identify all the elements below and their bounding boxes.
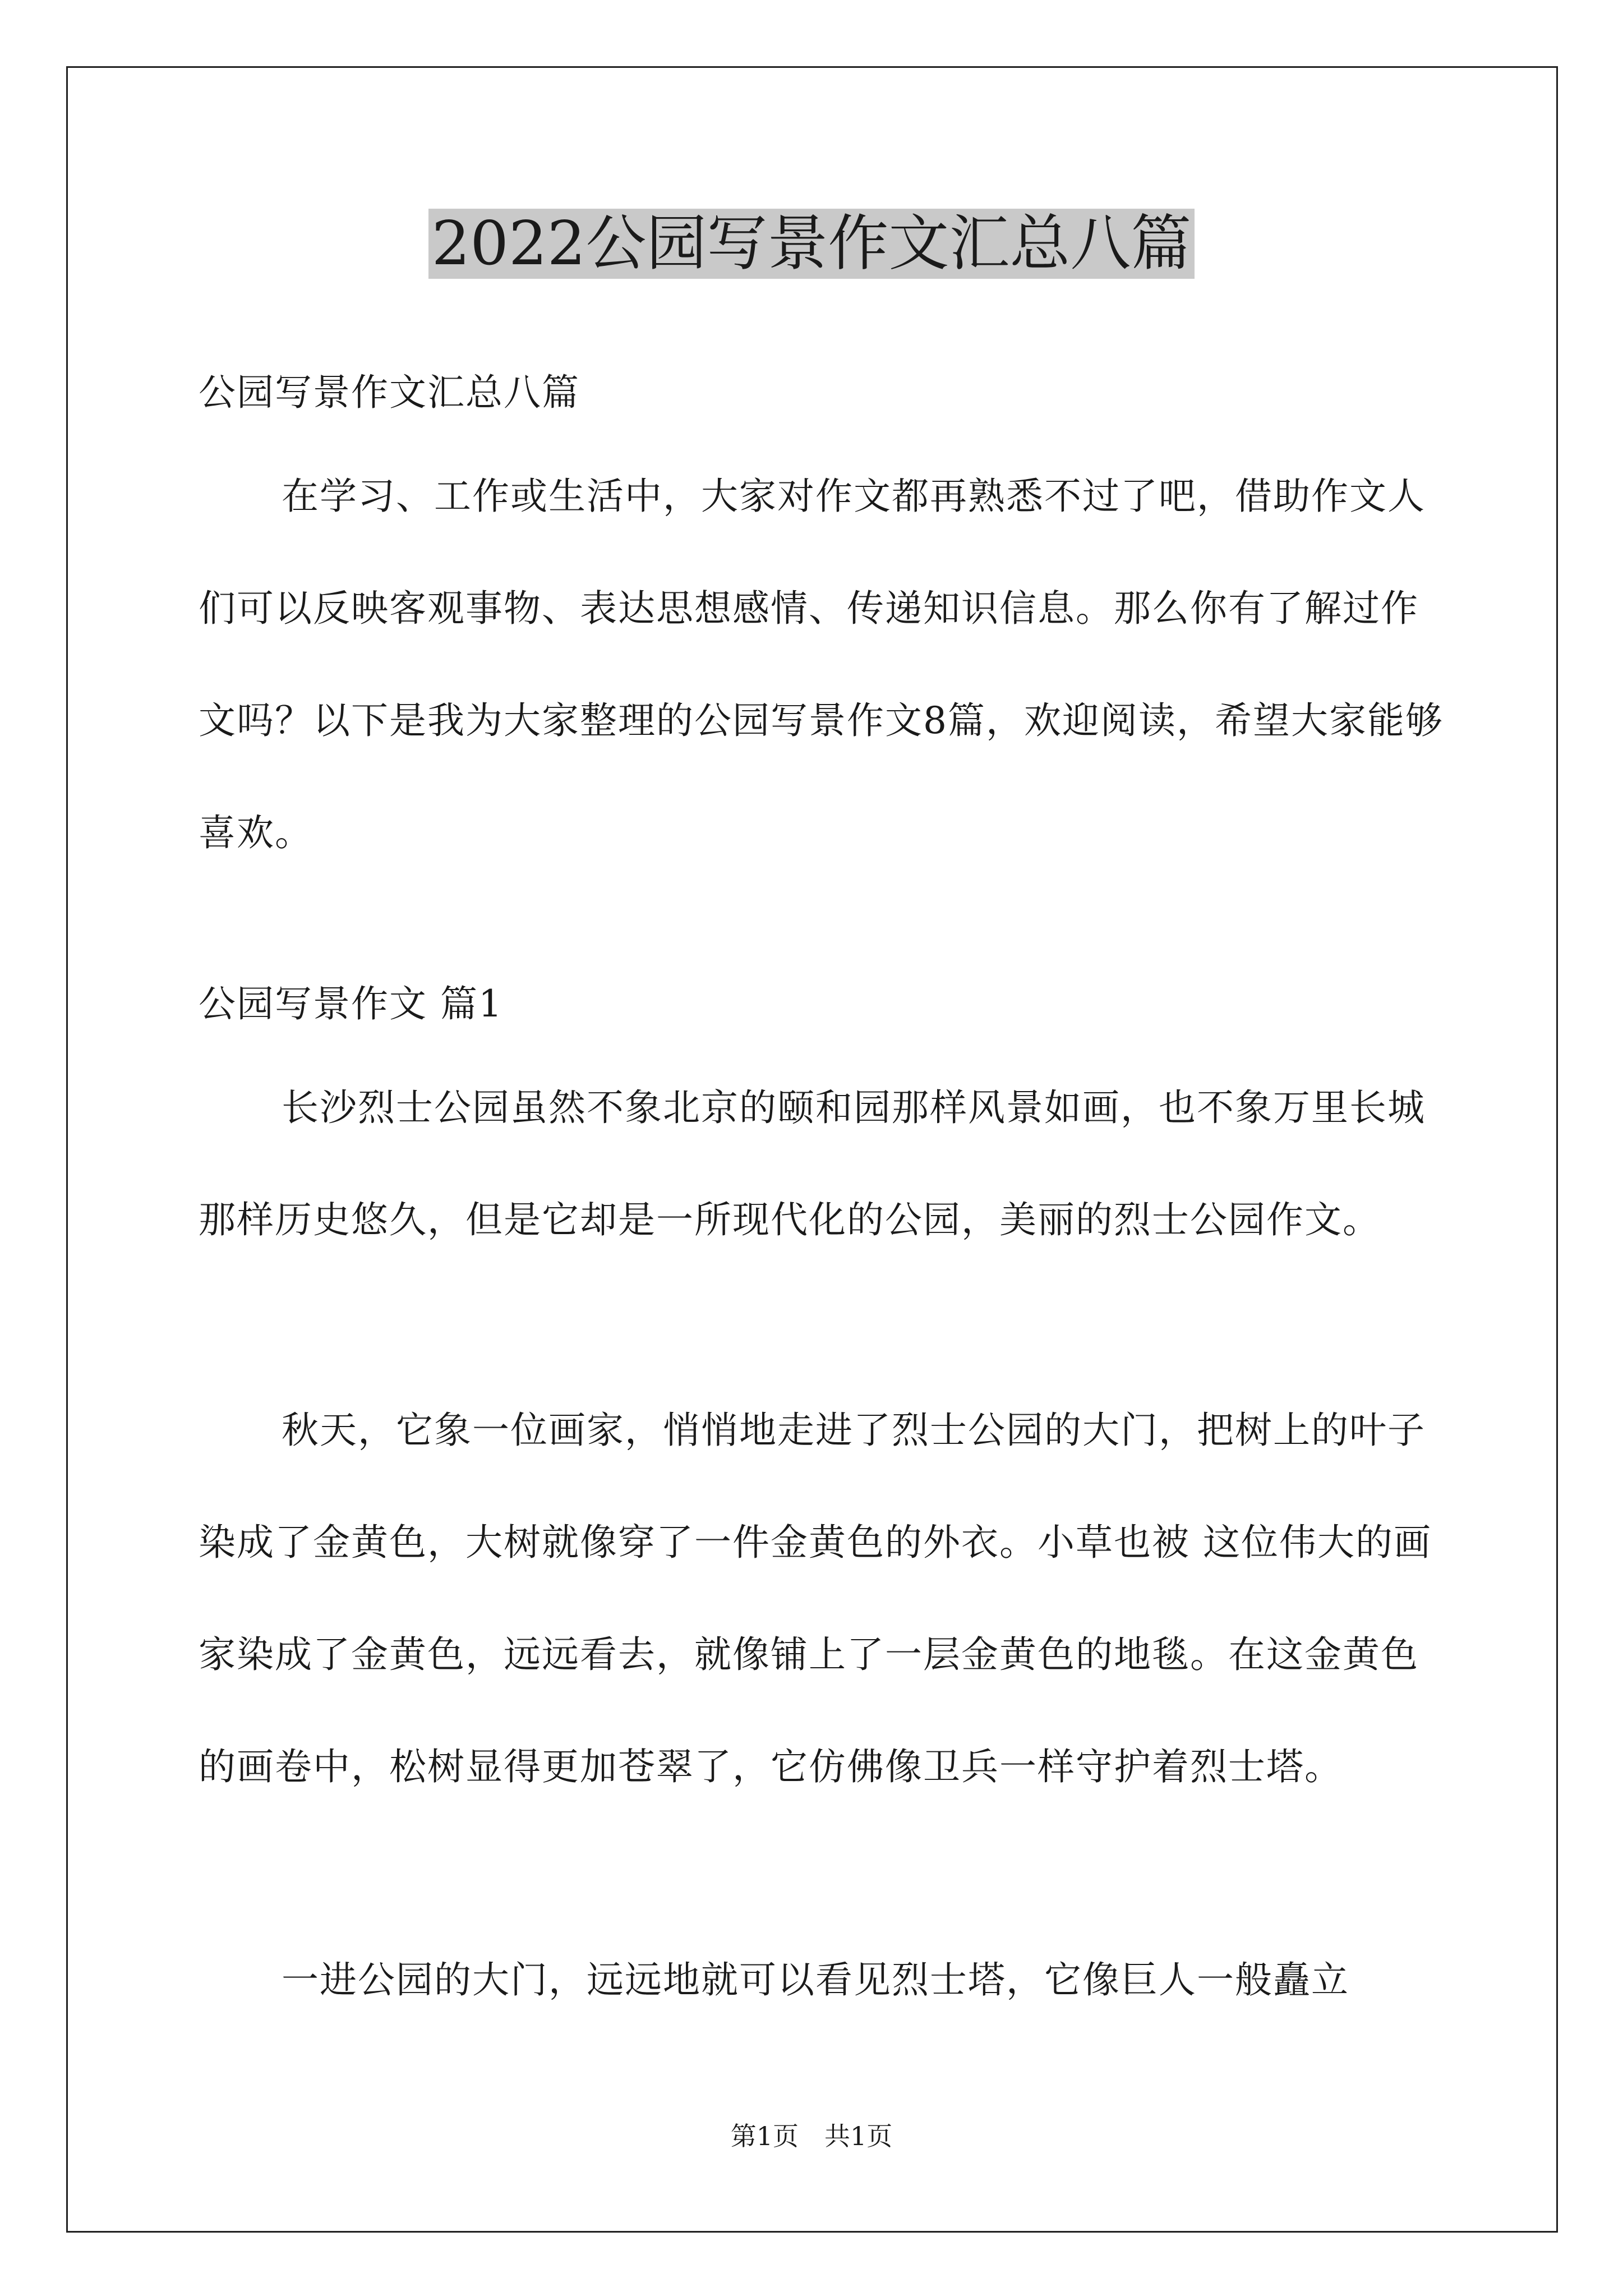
page-number: 第1页 bbox=[730, 2121, 799, 2151]
intro-paragraph: 在学习、工作或生活中，大家对作文都再熟悉不过了吧，借助作文人们可以反映客观事物、表达思想感情、传递知识信息。那么你有了解过作文吗？以下是我为大家整理的公园写景作文8篇，欢迎阅读，希望大家能够喜欢。 bbox=[199, 475, 1444, 854]
document-title bbox=[0, 202, 1623, 286]
body-paragraph-3: 一进公园的大门，远远地就可以看见烈士塔，它像巨人一般矗立 bbox=[282, 1958, 1349, 2001]
page-total: 共1页 bbox=[824, 2121, 893, 2151]
document-subtitle: 公园写景作文汇总八篇 bbox=[199, 371, 580, 414]
body-paragraph-2: 秋天，它象一位画家，悄悄地走进了烈士公园的大门，把树上的叶子染成了金黄色，大树就像穿了一件金黄色的外衣。小草也被 这位伟大的画家染成了金黄色，远远看去，就像铺上了一层金黄色的地毯。在这金黄色的画卷中，松树显得更加苍翠了，它仿佛像卫兵一样守护着烈士塔。 bbox=[199, 1409, 1432, 1788]
section-heading: 公园写景作文 篇1 bbox=[199, 982, 503, 1025]
page-footer bbox=[0, 2119, 1623, 2153]
body-paragraph-1: 长沙烈士公园虽然不象北京的颐和园那样风景如画，也不象万里长城那样历史悠久，但是它却是一所现代化的公园，美丽的烈士公园作文。 bbox=[199, 1086, 1426, 1241]
document-title-text: 2022公园写景作文汇总八篇 bbox=[428, 209, 1195, 279]
